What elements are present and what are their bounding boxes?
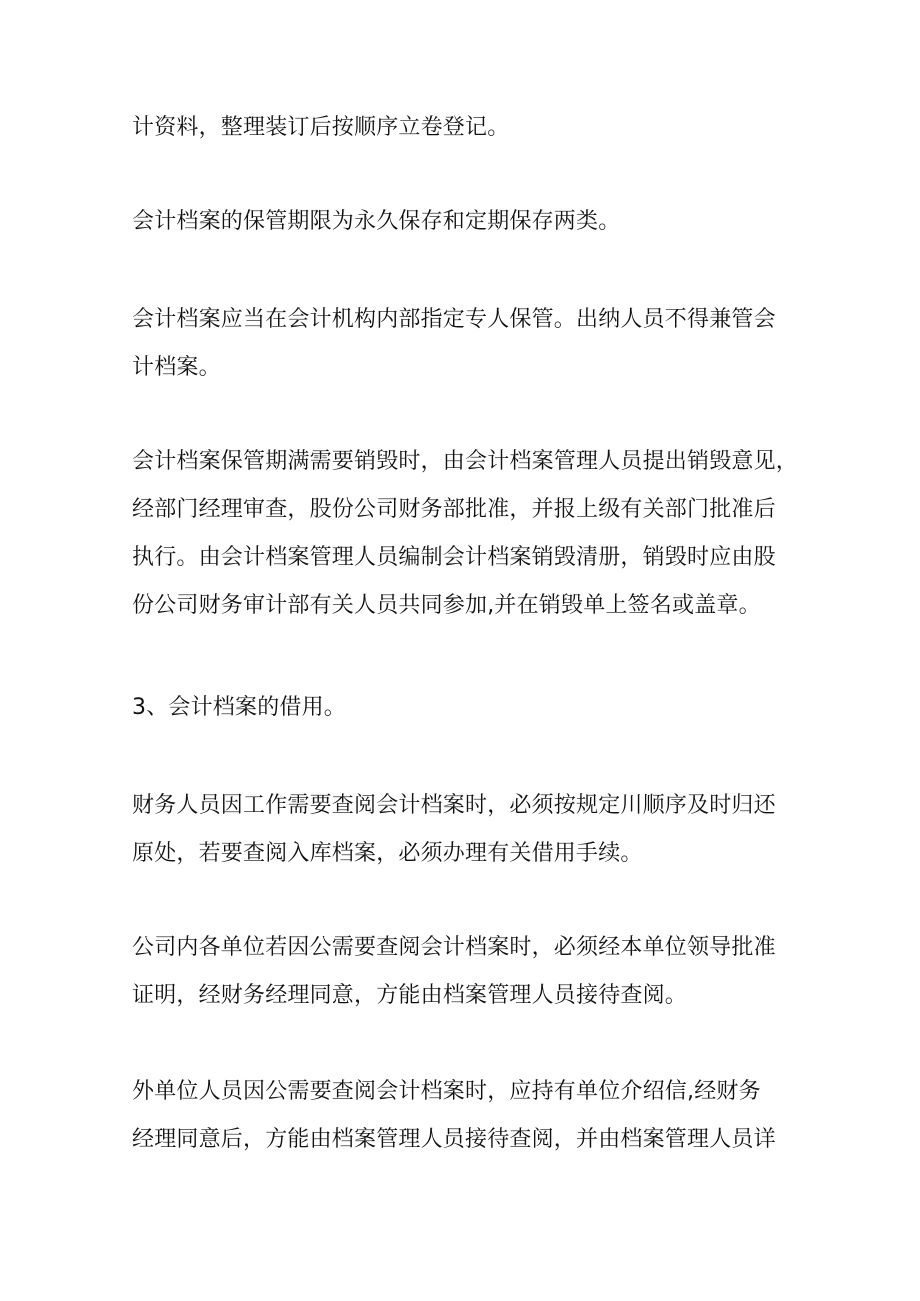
paragraph-3 — [132, 296, 802, 392]
text-line: 原处，若要查阅入库档案，必须办理有关借用手续。 — [132, 841, 643, 866]
text-line: 执行。由会计档案管理人员编制会计档案销毁清册，销毁时应由股 — [132, 545, 776, 570]
text-line: 会计档案的保管期限为永久保存和定期保存两类。 — [132, 209, 621, 234]
text-line: 会计档案应当在会计机构内部指定专人保管。出纳人员不得兼管会 — [132, 307, 776, 332]
text-line: 证明，经财务经理同意，方能由档案管理人员接待查阅。 — [132, 983, 688, 1008]
text-line: 经部门经理审查，股份公司财务部批准，并报上级有关部门批准后 — [132, 497, 776, 522]
text-line: 计档案。 — [132, 355, 221, 380]
section-heading — [132, 684, 802, 732]
text-line: 计资料，整理装订后按顺序立卷登记。 — [132, 115, 510, 140]
paragraph-4 — [132, 438, 802, 630]
paragraph-6 — [132, 782, 802, 878]
paragraph-7 — [132, 924, 802, 1020]
text-line: 3、会计档案的借用。 — [132, 695, 346, 720]
text-line: 财务人员因工作需要查阅会计档案时，必须按规定川顺序及时归还 — [132, 793, 776, 818]
text-line: 经理同意后，方能由档案管理人员接待查阅，并由档案管理人员详 — [132, 1127, 776, 1152]
paragraph-2 — [132, 198, 802, 246]
paragraph-8 — [132, 1068, 802, 1164]
text-line: 份公司财务审计部有关人员共同参加,并在销毁单上签名或盖章。 — [132, 593, 761, 618]
text-line: 会计档案保管期满需要销毁时，由会计档案管理人员提出销毁意见， — [132, 449, 799, 474]
paragraph-1 — [132, 104, 802, 152]
text-line: 外单位人员因公需要查阅会计档案时，应持有单位介绍信,经财务 — [132, 1079, 761, 1104]
text-line: 公司内各单位若因公需要查阅会计档案时，必须经本单位领导批准 — [132, 935, 776, 960]
